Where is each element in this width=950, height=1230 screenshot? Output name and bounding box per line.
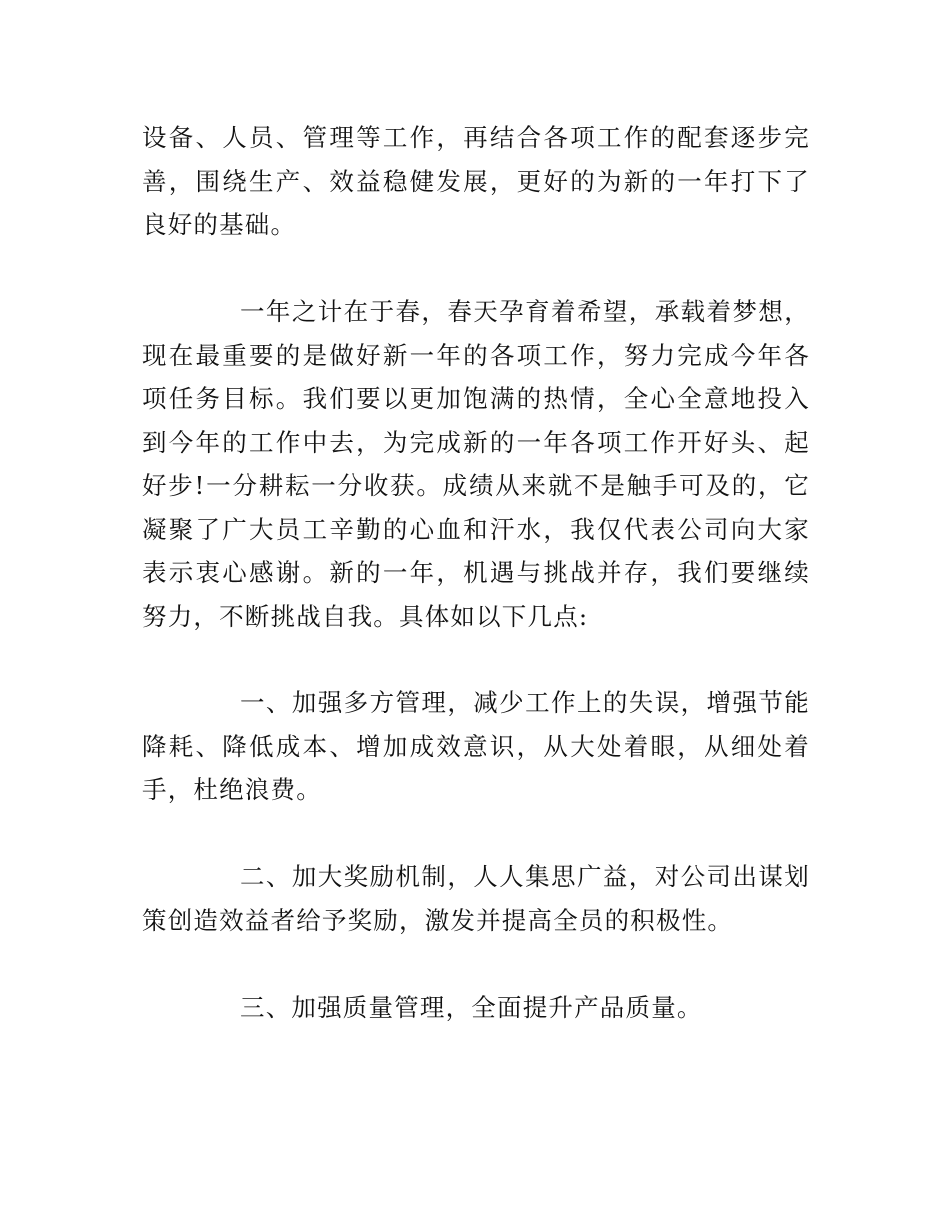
paragraph-continuation: 设备、人员、管理等工作，再结合各项工作的配套逐步完善，围绕生产、效益稳健发展，更好的为新的一年打下了良好的基础。 — [142, 123, 810, 239]
paragraph-new-year-goals: 一年之计在于春，春天孕育着希望，承载着梦想，现在最重要的是做好新一年的各项工作，努力完成今年各项任务目标。我们要以更加饱满的热情，全心全意地投入到今年的工作中去，为完成新的一年各项工作开好头、起好步!一分耕耘一分收获。成绩从来就不是触手可及的，它凝聚了广大员工辛勤的心血和汗水，我仅代表公司向大家表示衷心感谢。新的一年，机遇与挑战并存，我们要继续努力，不断挑战自我。具体如以下几点: — [142, 297, 810, 631]
list-item-management: 一、加强多方管理，减少工作上的失误，增强节能降耗、降低成本、增加成效意识，从大处着眼，从细处着手，杜绝浪费。 — [142, 688, 810, 804]
list-item-rewards: 二、加大奖励机制，人人集思广益，对公司出谋划策创造效益者给予奖励，激发并提高全员的积极性。 — [142, 862, 810, 935]
list-item-quality: 三、加强质量管理，全面提升产品质量。 — [240, 993, 703, 1022]
